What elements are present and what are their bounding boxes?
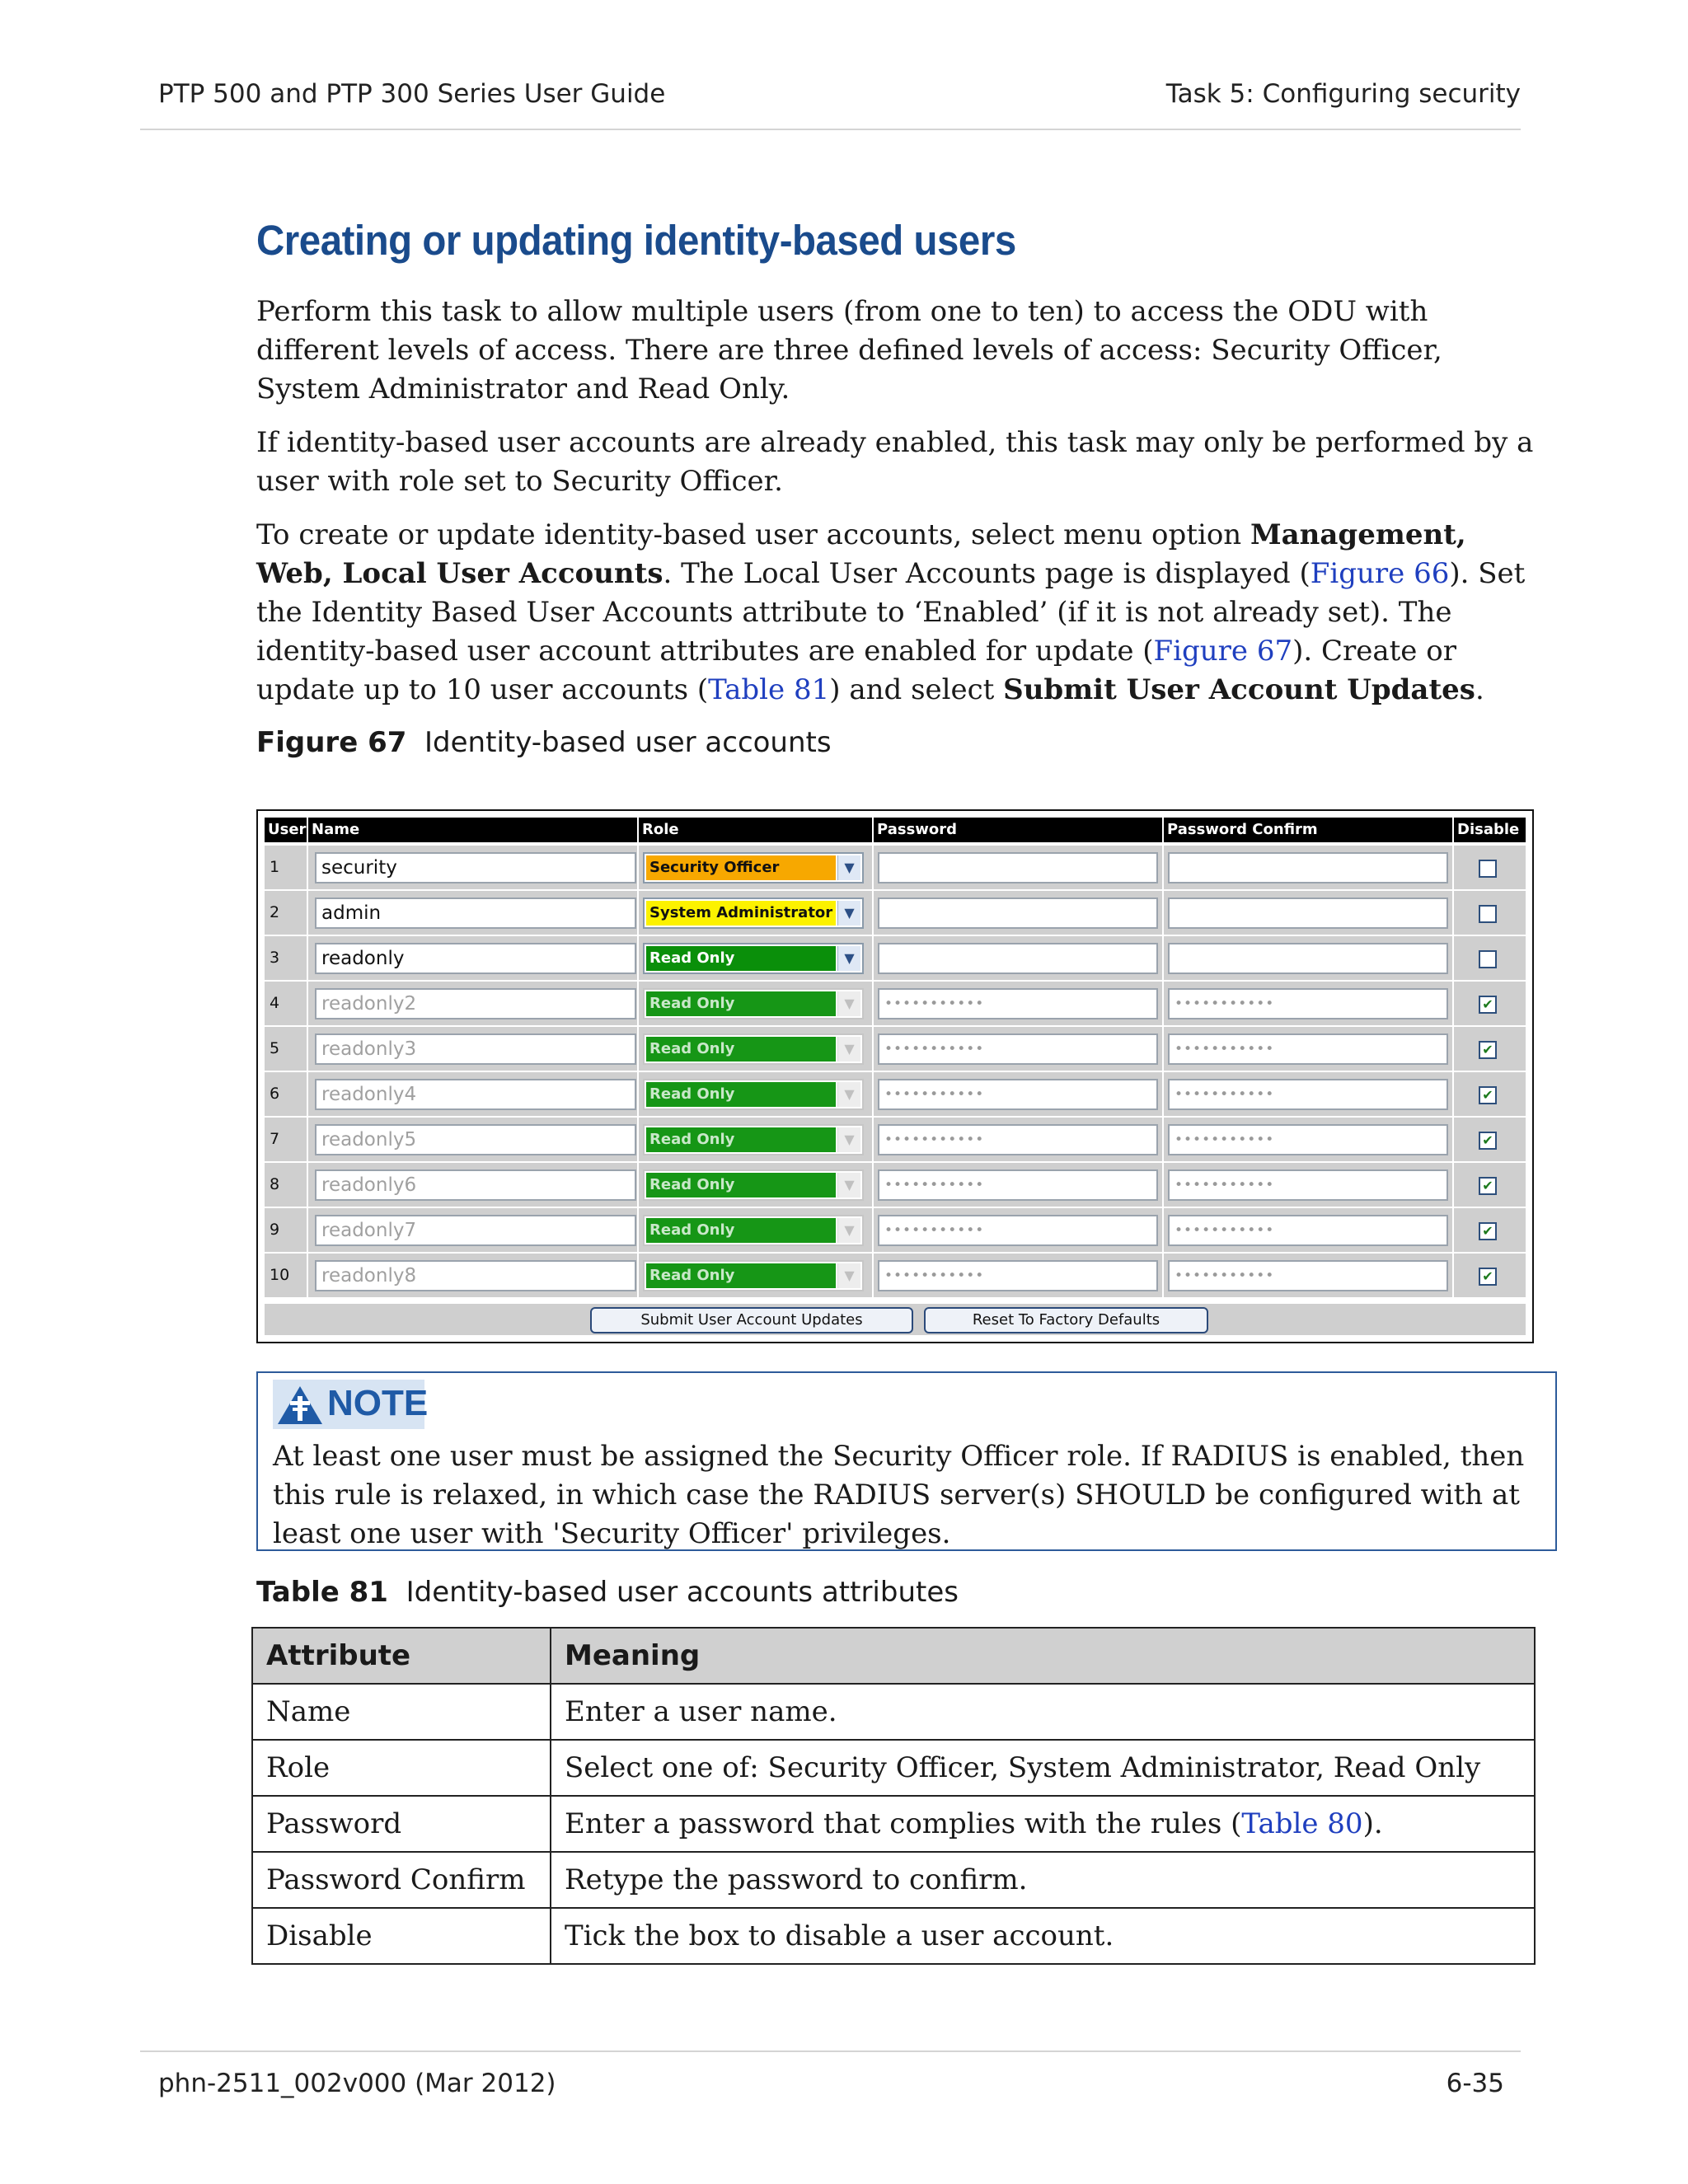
meaning-column-header: Meaning <box>551 1628 1535 1684</box>
chevron-down-icon: ▼ <box>837 1263 860 1288</box>
meaning-cell: Retype the password to confirm. <box>551 1852 1535 1908</box>
page-header <box>140 79 1521 130</box>
grid-header-row <box>265 818 1526 842</box>
user-name-input[interactable]: readonly5 <box>315 1124 636 1155</box>
attributes-table <box>251 1627 1536 1965</box>
text-run: ). <box>1362 1807 1383 1840</box>
note-label: NOTE <box>327 1383 429 1423</box>
role-cell <box>639 1208 872 1252</box>
password-confirm-cell <box>1164 1118 1452 1161</box>
table-row <box>252 1740 1535 1796</box>
user-number-cell: 1 <box>265 846 307 889</box>
user-number-cell: 9 <box>265 1208 307 1252</box>
text-run: . <box>1475 673 1484 706</box>
password-cell <box>874 1027 1162 1071</box>
table-row <box>252 1796 1535 1852</box>
user-name-input[interactable]: readonly3 <box>315 1033 636 1065</box>
section-heading: Creating or updating identity-based users <box>256 217 1016 264</box>
disable-cell <box>1454 1118 1526 1161</box>
password-input[interactable]: ••••••••••• <box>878 1260 1158 1291</box>
disable-cell <box>1454 1072 1526 1116</box>
password-confirm-input[interactable] <box>1168 852 1448 883</box>
user-number-cell: 8 <box>265 1163 307 1207</box>
user-row <box>265 1072 1526 1118</box>
footer-page-number: 6-35 <box>1446 2069 1504 2098</box>
name-cell <box>308 1027 637 1071</box>
password-input[interactable]: ••••••••••• <box>878 1033 1158 1065</box>
role-select-value: Read Only <box>646 1218 836 1243</box>
role-cell <box>639 1072 872 1116</box>
role-cell <box>639 936 872 980</box>
table-row <box>252 1852 1535 1908</box>
role-select[interactable] <box>643 1215 864 1246</box>
role-cell <box>639 846 872 889</box>
user-row <box>265 891 1526 936</box>
chevron-down-icon: ▼ <box>837 1173 860 1197</box>
table-80-link[interactable]: Table 80 <box>1241 1807 1363 1840</box>
password-cell <box>874 1208 1162 1252</box>
submit-action-name: Submit User Account Updates <box>1003 673 1475 706</box>
user-accounts-grid <box>265 818 1526 1335</box>
grid-button-bar <box>265 1304 1526 1335</box>
reset-to-factory-defaults-button[interactable]: Reset To Factory Defaults <box>924 1307 1208 1333</box>
password-confirm-input[interactable]: ••••••••••• <box>1168 1079 1448 1110</box>
attribute-cell: Name <box>252 1684 551 1740</box>
user-row <box>265 982 1526 1027</box>
role-select[interactable] <box>643 988 864 1019</box>
password-input[interactable]: ••••••••••• <box>878 1215 1158 1246</box>
disable-cell <box>1454 936 1526 980</box>
user-number-cell: 10 <box>265 1254 307 1297</box>
name-cell <box>308 846 637 889</box>
user-name-input[interactable]: readonly4 <box>315 1079 636 1110</box>
password-cell <box>874 891 1162 935</box>
password-confirm-input[interactable]: ••••••••••• <box>1168 988 1448 1019</box>
text-run: ). Create or update up to 10 user accounts ( <box>256 635 1456 706</box>
role-select-value: Read Only <box>646 1037 836 1062</box>
password-confirm-cell <box>1164 982 1452 1025</box>
password-confirm-cell <box>1164 1027 1452 1071</box>
password-cell <box>874 982 1162 1025</box>
role-select-value: Security Officer <box>646 855 836 880</box>
table-header-row <box>252 1628 1535 1684</box>
header-section-title: Task 5: Configuring security <box>1165 79 1521 109</box>
role-cell <box>639 1163 872 1207</box>
role-select-value: Read Only <box>646 1173 836 1197</box>
role-select-value: System Administrator <box>646 901 836 926</box>
role-select-value: Read Only <box>646 1263 836 1288</box>
chevron-down-icon: ▼ <box>837 991 860 1016</box>
user-number-cell: 2 <box>265 891 307 935</box>
chevron-down-icon: ▼ <box>837 855 860 880</box>
role-select[interactable] <box>643 943 864 974</box>
password-confirm-input[interactable]: ••••••••••• <box>1168 1169 1448 1201</box>
user-name-input[interactable]: readonly <box>315 943 636 974</box>
password-confirm-input[interactable]: ••••••••••• <box>1168 1124 1448 1155</box>
name-cell <box>308 1254 637 1297</box>
user-row <box>265 846 1526 891</box>
disable-checkbox[interactable]: ✔ <box>1479 1041 1497 1059</box>
col-name-header: Name <box>308 818 637 842</box>
col-password-confirm-header: Password Confirm <box>1164 818 1452 842</box>
figure-caption <box>256 726 1542 759</box>
col-role-header: Role <box>639 818 872 842</box>
password-confirm-cell <box>1164 1163 1452 1207</box>
password-input[interactable]: ••••••••••• <box>878 988 1158 1019</box>
user-row <box>265 1208 1526 1254</box>
disable-checkbox[interactable]: ✔ <box>1479 1222 1497 1240</box>
disable-checkbox[interactable]: ✔ <box>1479 1268 1497 1286</box>
user-accounts-screenshot <box>256 809 1534 1343</box>
user-name-input[interactable]: security <box>315 852 636 883</box>
role-cell <box>639 891 872 935</box>
password-cell <box>874 1254 1162 1297</box>
name-cell <box>308 1072 637 1116</box>
note-antenna-icon <box>276 1385 324 1426</box>
instructions-paragraph <box>256 516 1542 710</box>
user-number-cell: 4 <box>265 982 307 1025</box>
meaning-cell <box>551 1796 1535 1852</box>
attribute-cell: Password Confirm <box>252 1852 551 1908</box>
password-cell <box>874 1118 1162 1161</box>
password-confirm-input[interactable]: ••••••••••• <box>1168 1215 1448 1246</box>
header-doc-title: PTP 500 and PTP 300 Series User Guide <box>158 79 666 109</box>
password-cell <box>874 1072 1162 1116</box>
attribute-cell: Password <box>252 1796 551 1852</box>
disable-cell <box>1454 846 1526 889</box>
note-text: At least one user must be assigned the Security Officer role. If RADIUS is enabled, then this rule is relaxed, in which case the RADIUS server(s) SHOULD be configured with at least one user with 'Security Officer' privileges. <box>273 1440 1525 1550</box>
disable-cell <box>1454 1208 1526 1252</box>
role-select[interactable] <box>643 1033 864 1065</box>
role-cell <box>639 1254 872 1297</box>
role-select-value: Read Only <box>646 991 836 1016</box>
meaning-cell: Select one of: Security Officer, System Administrator, Read Only <box>551 1740 1535 1796</box>
disable-checkbox[interactable]: ✔ <box>1479 1086 1497 1104</box>
role-cell <box>639 1027 872 1071</box>
role-select-value: Read Only <box>646 1082 836 1107</box>
user-name-input[interactable]: readonly6 <box>315 1169 636 1201</box>
name-cell <box>308 1208 637 1252</box>
chevron-down-icon: ▼ <box>837 1037 860 1062</box>
user-number-cell: 7 <box>265 1118 307 1161</box>
password-input[interactable] <box>878 852 1158 883</box>
attribute-cell: Disable <box>252 1908 551 1964</box>
note-box <box>256 1371 1557 1551</box>
precondition-paragraph: If identity-based user accounts are already enabled, this task may only be performed by a user with role set to Security Officer. <box>256 426 1534 498</box>
table-81-link[interactable]: Table 81 <box>708 673 830 706</box>
chevron-down-icon: ▼ <box>837 1127 860 1152</box>
user-name-input[interactable]: readonly8 <box>315 1260 636 1291</box>
user-name-input[interactable]: readonly7 <box>315 1215 636 1246</box>
name-cell <box>308 1163 637 1207</box>
table-row <box>252 1908 1535 1964</box>
disable-checkbox[interactable] <box>1479 860 1497 878</box>
password-input[interactable]: ••••••••••• <box>878 1169 1158 1201</box>
chevron-down-icon: ▼ <box>837 1218 860 1243</box>
note-badge <box>273 1380 429 1429</box>
disable-checkbox[interactable] <box>1479 905 1497 923</box>
disable-cell <box>1454 1163 1526 1207</box>
user-number-cell: 3 <box>265 936 307 980</box>
user-row <box>265 1254 1526 1299</box>
disable-checkbox[interactable] <box>1479 950 1497 968</box>
table-title: Identity-based user accounts attributes <box>406 1576 959 1609</box>
user-row <box>265 1118 1526 1163</box>
page-footer <box>140 2050 1521 2102</box>
main-content <box>256 216 1542 759</box>
password-confirm-input[interactable] <box>1168 898 1448 929</box>
col-password-header: Password <box>874 818 1162 842</box>
role-select[interactable] <box>643 1079 864 1110</box>
figure-66-link[interactable]: Figure 66 <box>1310 557 1450 590</box>
figure-67-link[interactable]: Figure 67 <box>1153 635 1293 668</box>
role-cell <box>639 1118 872 1161</box>
password-cell <box>874 1163 1162 1207</box>
menu-path: Management, Web, Local User Accounts <box>256 518 1466 590</box>
user-row <box>265 936 1526 982</box>
text-run: To create or update identity-based user accounts, select menu option <box>256 518 1251 551</box>
user-row <box>265 1163 1526 1208</box>
figure-label: Figure 67 <box>256 726 407 759</box>
password-confirm-cell <box>1164 1208 1452 1252</box>
password-confirm-input[interactable]: ••••••••••• <box>1168 1033 1448 1065</box>
text-run: ). Set the Identity Based User Accounts attribute to ‘Enabled’ (if it is not already set). The identity-based user account attributes are enabled for update ( <box>256 557 1526 668</box>
role-select[interactable] <box>643 1169 864 1201</box>
text-run: ) and select <box>829 673 1004 706</box>
text-run: Enter a password that complies with the rules ( <box>565 1807 1242 1840</box>
password-input[interactable] <box>878 943 1158 974</box>
user-number-cell: 6 <box>265 1072 307 1116</box>
user-name-input[interactable]: admin <box>315 898 636 929</box>
name-cell <box>308 936 637 980</box>
user-row <box>265 1027 1526 1072</box>
name-cell <box>308 891 637 935</box>
role-select[interactable] <box>643 898 864 929</box>
password-confirm-input[interactable] <box>1168 943 1448 974</box>
name-cell <box>308 982 637 1025</box>
attribute-cell: Role <box>252 1740 551 1796</box>
disable-cell <box>1454 982 1526 1025</box>
user-number-cell: 5 <box>265 1027 307 1071</box>
password-input[interactable] <box>878 898 1158 929</box>
name-cell <box>308 1118 637 1161</box>
role-select[interactable] <box>643 852 864 883</box>
disable-checkbox[interactable]: ✔ <box>1479 996 1497 1014</box>
password-confirm-cell <box>1164 936 1452 980</box>
user-name-input[interactable]: readonly2 <box>315 988 636 1019</box>
password-input[interactable]: ••••••••••• <box>878 1079 1158 1110</box>
meaning-cell: Tick the box to disable a user account. <box>551 1908 1535 1964</box>
submit-user-account-updates-button[interactable]: Submit User Account Updates <box>590 1307 913 1333</box>
table-label: Table 81 <box>256 1576 388 1609</box>
disable-cell <box>1454 1254 1526 1297</box>
role-select[interactable] <box>643 1260 864 1291</box>
chevron-down-icon: ▼ <box>837 901 860 926</box>
table-row <box>252 1684 1535 1740</box>
disable-checkbox[interactable]: ✔ <box>1479 1132 1497 1150</box>
attribute-column-header: Attribute <box>252 1628 551 1684</box>
role-cell <box>639 982 872 1025</box>
intro-paragraph: Perform this task to allow multiple users (from one to ten) to access the ODU with different levels of access. There are three defined levels of access: Security Officer, System Administrator and Read Only. <box>256 295 1442 405</box>
disable-checkbox[interactable]: ✔ <box>1479 1177 1497 1195</box>
disable-cell <box>1454 891 1526 935</box>
password-confirm-cell <box>1164 846 1452 889</box>
footer-doc-id: phn-2511_002v000 (Mar 2012) <box>158 2069 556 2098</box>
table-caption <box>256 1576 959 1609</box>
role-select-value: Read Only <box>646 946 836 971</box>
password-cell <box>874 936 1162 980</box>
password-confirm-input[interactable]: ••••••••••• <box>1168 1260 1448 1291</box>
figure-title: Identity-based user accounts <box>424 726 832 759</box>
col-user-header: User <box>265 818 307 842</box>
password-confirm-cell <box>1164 891 1452 935</box>
disable-cell <box>1454 1027 1526 1071</box>
role-select-value: Read Only <box>646 1127 836 1152</box>
meaning-cell: Enter a user name. <box>551 1684 1535 1740</box>
chevron-down-icon: ▼ <box>837 1082 860 1107</box>
password-confirm-cell <box>1164 1254 1452 1297</box>
text-run: . The Local User Accounts page is displayed ( <box>663 557 1311 590</box>
chevron-down-icon: ▼ <box>837 946 860 971</box>
password-cell <box>874 846 1162 889</box>
col-disable-header: Disable <box>1454 818 1526 842</box>
password-input[interactable]: ••••••••••• <box>878 1124 1158 1155</box>
role-select[interactable] <box>643 1124 864 1155</box>
password-confirm-cell <box>1164 1072 1452 1116</box>
